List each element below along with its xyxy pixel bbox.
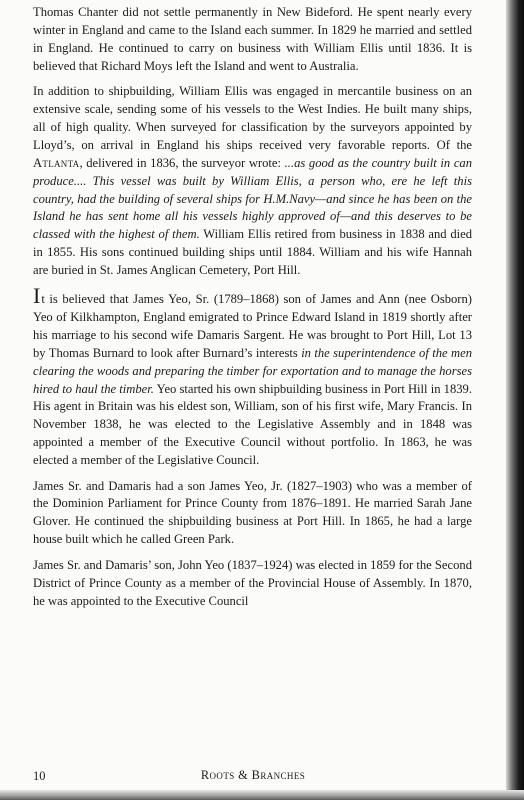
paragraph-james-yeo-sr bbox=[33, 283, 472, 470]
paragraph-john-yeo: James Sr. and Damaris’ son, John Yeo (1837–1924) was elected in 1859 for the Second District of Prince County as a member of the Provincial House of Assembly. In 1870, he was appointed to the Executive Council bbox=[33, 557, 472, 608]
book-spine-shadow bbox=[506, 0, 524, 800]
burnard-quote: in the superintendence of the men clearing the woods and preparing the timber for exportation and to manage the horses hired to haul the timber. bbox=[33, 345, 472, 396]
lead-initial: I bbox=[33, 283, 41, 308]
ellis-text-2: , delivered in 1836, the surveyor wrote: bbox=[79, 155, 285, 170]
ship-name-atlanta: Atlanta bbox=[33, 155, 80, 170]
page-number: 10 bbox=[33, 769, 46, 783]
paragraph-chanter: Thomas Chanter did not settle permanently in New Bideford. He spent nearly every winter in England and came to the Island each summer. In 1829 he married and settled in England. He continued to carry on business with William Ellis until 1836. It is believed that Richard Moys left the Island and went to Australia. bbox=[33, 5, 472, 73]
section-yeo-family bbox=[33, 283, 472, 618]
yeo-sr-text-2: Yeo started his own shipbuilding business in Port Hill in 1839. His agent in Britain was his eldest son, William, son of his first wife, Mary Francis. In November 1838, he was elected to the Legislative Assembly and in 1848 was appointed a member of the Executive Council without portfolio. In 1863, he was elected a member of the Legislative Council. bbox=[33, 381, 472, 468]
page-bottom-edge bbox=[0, 790, 524, 800]
ellis-text-1: In addition to shipbuilding, William Ellis was engaged in mercantile business on an extensive scale, sending some of his vessels to the West Indies. He built many ships, all of high quality. When surveyed for classification by the surveyors appointed by Lloyd’s, on arrival in England his ships received very favorable reports. Of the bbox=[33, 84, 472, 152]
yeo-sr-text-1: t is believed that James Yeo, Sr. (1789–1868) son of James and Ann (nee Osborn) Yeo of Kilkhampton, England emigrated to Prince Edward Island in 1819 shortly after his marriage to his second wife Damaris Sargent. He was brought to Port Hill, Lot 13 by Thomas Burnard to look after Burnard’s interests bbox=[33, 292, 472, 360]
surveyor-quote: ...as good as the country built in can produce.... This vessel was built by William Ellis, a person who, ere he left this country, had the building of several ships for H.M.Navy—and since he has been on the Island he has sent home all his vessels highly approved of—and this deserves to be classed with the highest of them. bbox=[33, 155, 473, 242]
paragraph-james-yeo-jr: James Sr. and Damaris had a son James Yeo, Jr. (1827–1903) who was a member of the Dominion Parliament for Prince County from 1876–1891. He married Sarah Jane Glover. He continued the shipbuilding business at Port Hill. In 1865, he had a large house built which he called Green Park. bbox=[33, 478, 472, 547]
running-footer-title: Roots & Branches bbox=[200, 768, 306, 782]
section-chanter-ellis bbox=[33, 4, 472, 288]
paragraph-ellis bbox=[33, 83, 472, 280]
ellis-text-3: William Ellis retired from business in 1838 and died in 1855. His sons continued building ships until 1884. William and his wife Hannah are buried in St. James Anglican Cemetery, Port Hill. bbox=[33, 227, 473, 278]
